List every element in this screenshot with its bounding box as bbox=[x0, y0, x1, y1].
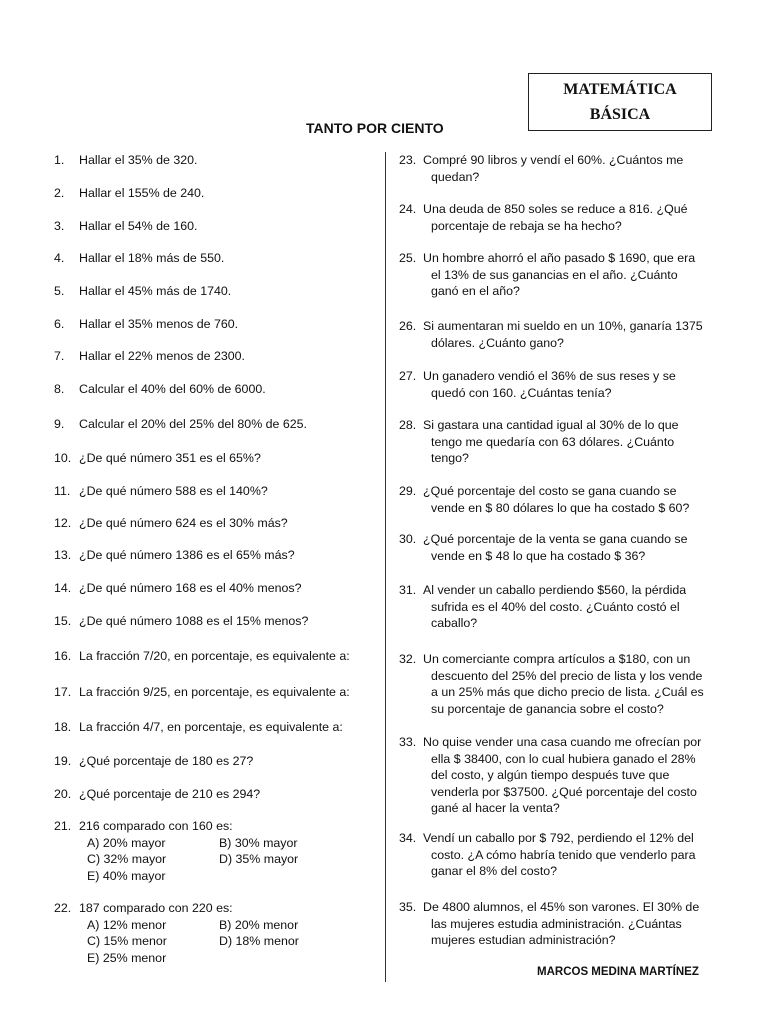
column-divider bbox=[385, 152, 386, 982]
exercise-text: 187 comparado con 220 es: bbox=[79, 901, 233, 915]
exercise-line: mujeres estudian administración? bbox=[431, 933, 616, 947]
exercise-item bbox=[399, 152, 715, 185]
exercise-item bbox=[54, 416, 372, 433]
exercise-line: Si gastara una cantidad igual al 30% de lo que bbox=[423, 418, 679, 432]
exercise-line: del costo, y algún tiempo después tuve que bbox=[431, 768, 670, 782]
exercise-text: Hallar el 35% menos de 760. bbox=[79, 317, 239, 331]
exercise-number: 4. bbox=[54, 251, 65, 265]
exercise-line: No quise vender una casa cuando me ofrecían por bbox=[423, 735, 702, 749]
exercise-line: costo. ¿A cómo habría tenido que venderlo para bbox=[431, 847, 696, 862]
exercise-number: 18. bbox=[54, 720, 72, 734]
exercise-number: 34. bbox=[399, 831, 417, 845]
exercise-item bbox=[54, 613, 372, 630]
exercise-number: 10. bbox=[54, 451, 72, 465]
exercise-number: 22. bbox=[54, 901, 72, 915]
exercise-item bbox=[399, 830, 715, 880]
exercise-number: 32. bbox=[399, 652, 417, 666]
exercise-number: 11. bbox=[54, 484, 71, 498]
exercise-item bbox=[399, 250, 715, 300]
exercise-item bbox=[54, 283, 372, 300]
answer-options bbox=[87, 835, 372, 885]
exercise-line: ganó en el año? bbox=[431, 284, 520, 298]
exercise-line: venderla por $37500. ¿Qué porcentaje del costo bbox=[431, 784, 697, 799]
exercise-line: a un 25% más que dicho precio de lista. ¿Cuál es bbox=[431, 685, 704, 699]
exercise-line: su porcentaje de ganancia sobre el costo? bbox=[431, 701, 664, 716]
exercise-text: ¿De qué número 1386 es el 65% más? bbox=[79, 548, 295, 562]
exercise-number: 3. bbox=[54, 219, 65, 233]
exercise-number: 16. bbox=[54, 649, 72, 663]
exercise-line: ¿Qué porcentaje de la venta se gana cuando se bbox=[423, 532, 688, 546]
exercise-item bbox=[54, 753, 372, 770]
exercise-line: Un ganadero vendió el 36% de sus reses y se bbox=[423, 369, 676, 383]
exercise-number: 33. bbox=[399, 735, 417, 749]
exercise-item bbox=[54, 580, 372, 597]
subject-line-1: MATEMÁTICA bbox=[563, 81, 677, 98]
option-d: D) 35% mayor bbox=[219, 852, 299, 866]
exercise-line: tengo? bbox=[431, 451, 469, 465]
exercise-text: Calcular el 20% del 25% del 80% de 625. bbox=[79, 417, 307, 431]
exercise-number: 2. bbox=[54, 186, 65, 200]
exercise-item bbox=[54, 381, 372, 398]
exercise-item bbox=[54, 786, 372, 803]
exercise-item bbox=[54, 547, 372, 564]
option-c: C) 15% menor bbox=[87, 934, 167, 948]
exercise-text: Hallar el 155% de 240. bbox=[79, 186, 205, 200]
exercise-item bbox=[399, 651, 715, 717]
exercise-item bbox=[54, 348, 372, 365]
exercise-number: 23. bbox=[399, 153, 417, 167]
exercise-line: sufrida es el 40% del costo. ¿Cuánto costó el bbox=[431, 599, 680, 614]
exercise-item bbox=[54, 218, 372, 235]
exercise-number: 12. bbox=[54, 516, 72, 530]
exercise-number: 28. bbox=[399, 418, 417, 432]
exercise-text: Calcular el 40% del 60% de 6000. bbox=[79, 382, 266, 396]
exercise-text: ¿De qué número 588 es el 140%? bbox=[79, 484, 268, 498]
exercise-item bbox=[399, 417, 715, 467]
exercise-number: 25. bbox=[399, 251, 417, 265]
exercise-text: ¿De qué número 624 es el 30% más? bbox=[79, 516, 288, 530]
subject-box bbox=[528, 73, 712, 131]
exercise-line: Al vender un caballo perdiendo $560, la pérdida bbox=[423, 583, 687, 597]
exercise-text: ¿De qué número 351 es el 65%? bbox=[79, 451, 261, 465]
exercise-number: 26. bbox=[399, 319, 417, 333]
exercise-item bbox=[54, 515, 372, 532]
exercise-line: dólares. ¿Cuánto gano? bbox=[431, 335, 564, 350]
exercise-number: 19. bbox=[54, 754, 72, 768]
exercise-number: 29. bbox=[399, 484, 417, 498]
exercise-number: 6. bbox=[54, 317, 65, 331]
option-e: E) 25% menor bbox=[87, 950, 167, 965]
exercise-item bbox=[399, 531, 715, 564]
exercise-line: gané al hacer la venta? bbox=[431, 801, 560, 815]
option-a: A) 12% menor bbox=[87, 917, 167, 932]
exercise-number: 21. bbox=[54, 819, 72, 833]
exercise-number: 15. bbox=[54, 614, 72, 628]
exercise-line: quedan? bbox=[431, 169, 480, 184]
subject-line-2: BÁSICA bbox=[589, 106, 651, 123]
option-b: B) 20% menor bbox=[219, 917, 299, 932]
exercise-item-with-options bbox=[54, 818, 372, 884]
exercise-item bbox=[54, 316, 372, 333]
option-a: A) 20% mayor bbox=[87, 835, 166, 850]
page-title: TANTO POR CIENTO bbox=[306, 120, 444, 136]
exercise-line: ¿Qué porcentaje del costo se gana cuando se bbox=[423, 484, 677, 498]
option-e: E) 40% mayor bbox=[87, 868, 166, 883]
exercise-text: Hallar el 35% de 320. bbox=[79, 153, 198, 167]
exercise-line: ganar el 8% del costo? bbox=[431, 864, 558, 878]
exercise-item bbox=[399, 582, 715, 632]
exercise-text: 216 comparado con 160 es: bbox=[79, 819, 233, 833]
exercise-item bbox=[399, 899, 715, 949]
exercise-item bbox=[54, 250, 372, 267]
exercise-line: Compré 90 libros y vendí el 60%. ¿Cuántos me bbox=[423, 153, 684, 167]
exercise-text: ¿De qué número 1088 es el 15% menos? bbox=[79, 614, 309, 628]
exercise-number: 5. bbox=[54, 284, 65, 298]
author-name: MARCOS MEDINA MARTÍNEZ bbox=[537, 966, 699, 978]
exercise-item bbox=[54, 483, 372, 500]
exercise-text: Hallar el 22% menos de 2300. bbox=[79, 349, 245, 363]
answer-options bbox=[87, 917, 372, 967]
exercise-text: La fracción 7/20, en porcentaje, es equivalente a: bbox=[79, 649, 350, 663]
exercise-text: La fracción 9/25, en porcentaje, es equivalente a: bbox=[79, 685, 350, 699]
exercise-line: descuento del 25% del precio de lista y los vende bbox=[431, 668, 703, 683]
exercise-number: 31. bbox=[399, 583, 417, 597]
exercise-line: porcentaje de rebaja se ha hecho? bbox=[431, 218, 622, 233]
exercise-item bbox=[399, 368, 715, 401]
exercise-item bbox=[54, 450, 372, 467]
exercise-item bbox=[399, 318, 715, 351]
exercise-number: 13. bbox=[54, 548, 72, 562]
exercise-line: tengo me quedaría con 63 dólares. ¿Cuánto bbox=[431, 434, 675, 449]
exercise-text: ¿Qué porcentaje de 180 es 27? bbox=[79, 754, 254, 768]
exercise-line: ella $ 38400, con lo cual hubiera ganado el 28% bbox=[431, 751, 696, 766]
exercise-line: caballo? bbox=[431, 616, 478, 630]
exercise-line: las mujeres estudia administración. ¿Cuántas bbox=[431, 916, 682, 931]
exercise-number: 20. bbox=[54, 787, 72, 801]
option-c: C) 32% mayor bbox=[87, 852, 167, 866]
exercise-item bbox=[399, 483, 715, 516]
exercise-item bbox=[399, 734, 715, 817]
exercise-line: el 13% de sus ganancias en el año. ¿Cuánto bbox=[431, 267, 678, 282]
exercise-item-with-options bbox=[54, 900, 372, 966]
exercise-number: 1. bbox=[54, 153, 65, 167]
exercise-number: 7. bbox=[54, 349, 65, 363]
exercise-line: Un comerciante compra artículos a $180, con un bbox=[423, 652, 691, 666]
exercise-text: Hallar el 54% de 160. bbox=[79, 219, 198, 233]
exercise-item bbox=[54, 684, 372, 701]
exercise-text: Hallar el 18% más de 550. bbox=[79, 251, 225, 265]
exercise-text: ¿De qué número 168 es el 40% menos? bbox=[79, 581, 302, 595]
exercise-line: Si aumentaran mi sueldo en un 10%, ganaría 1375 bbox=[423, 319, 703, 333]
option-b: B) 30% mayor bbox=[219, 835, 298, 850]
exercise-number: 24. bbox=[399, 202, 417, 216]
exercise-item bbox=[54, 648, 372, 665]
exercise-line: Vendí un caballo por $ 792, perdiendo el 12% del bbox=[423, 831, 694, 845]
exercise-item bbox=[399, 201, 715, 234]
exercise-number: 9. bbox=[54, 417, 65, 431]
exercise-number: 30. bbox=[399, 532, 417, 546]
exercise-line: Una deuda de 850 soles se reduce a 816. ¿Qué bbox=[423, 202, 688, 216]
exercise-line: vende en $ 48 lo que ha costado $ 36? bbox=[431, 548, 646, 563]
exercise-line: Un hombre ahorró el año pasado $ 1690, que era bbox=[423, 251, 696, 265]
exercise-line: quedó con 160. ¿Cuántas tenía? bbox=[431, 385, 612, 400]
exercise-item bbox=[54, 719, 372, 736]
exercise-number: 35. bbox=[399, 900, 417, 914]
exercise-line: De 4800 alumnos, el 45% son varones. El 30% de bbox=[423, 900, 700, 914]
option-d: D) 18% menor bbox=[219, 934, 299, 948]
exercise-number: 17. bbox=[54, 685, 72, 699]
exercise-number: 8. bbox=[54, 382, 65, 396]
exercise-item bbox=[54, 185, 372, 202]
exercise-line: vende en $ 80 dólares lo que ha costado $ 60? bbox=[431, 500, 690, 515]
exercise-text: La fracción 4/7, en porcentaje, es equivalente a: bbox=[79, 720, 343, 734]
exercise-number: 27. bbox=[399, 369, 417, 383]
exercise-item bbox=[54, 152, 372, 169]
exercise-text: Hallar el 45% más de 1740. bbox=[79, 284, 232, 298]
exercise-text: ¿Qué porcentaje de 210 es 294? bbox=[79, 787, 261, 801]
exercise-number: 14. bbox=[54, 581, 72, 595]
